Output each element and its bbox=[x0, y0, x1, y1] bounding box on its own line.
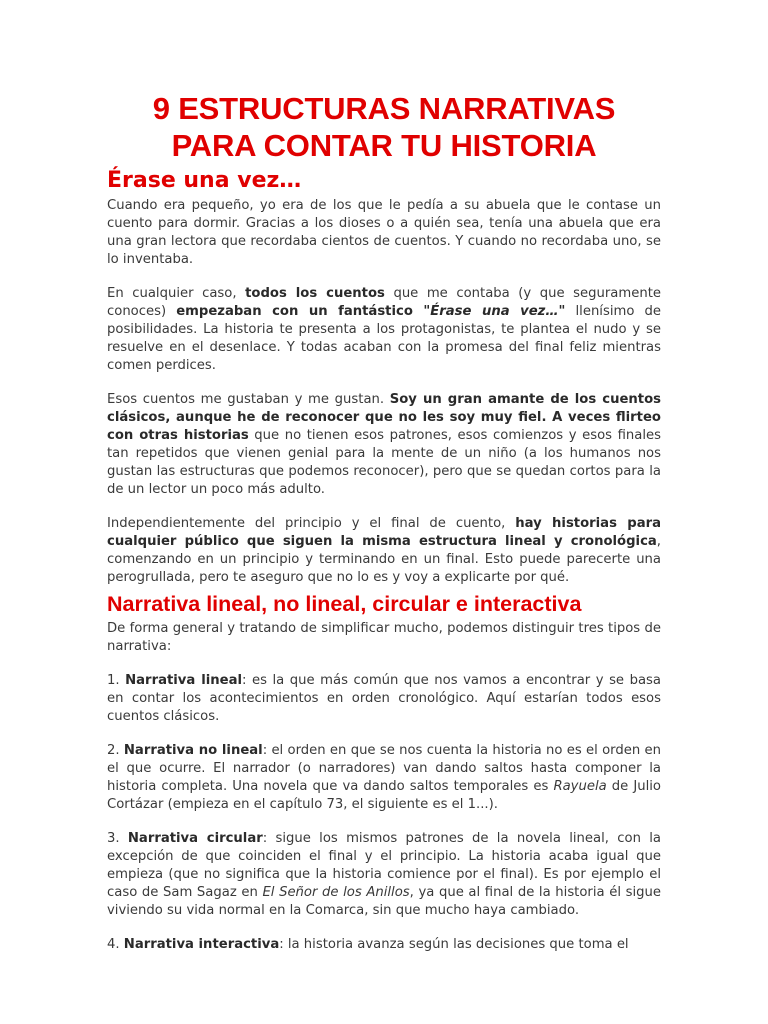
text-run: , comenzando en un principio y terminando en un final. Esto puede parecerte una perogrullada, pero te aseguro que no lo es y voy a explicarte por qué. bbox=[107, 534, 661, 585]
paragraph-intro bbox=[107, 620, 661, 656]
page-title: 9 ESTRUCTURAS NARRATIVAS PARA CONTAR TU HISTORIA bbox=[152, 91, 616, 163]
list-item bbox=[107, 672, 661, 726]
item-text: : sigue los mismos patrones de la novela lineal, con la excepción de que coinciden el final y el principio. La historia acaba igual que empieza (que no significa que la historia comience por el final). Es por ejemplo el caso de Sam Sagaz en bbox=[107, 831, 661, 900]
item-text: de Julio Cortázar (empieza en el capítulo 73, el siguiente es el 1...). bbox=[107, 779, 661, 812]
book-title: Rayuela bbox=[553, 779, 607, 794]
item-term: Narrativa circular bbox=[127, 831, 263, 846]
bold-run-part: " bbox=[558, 304, 566, 319]
item-number: 1. bbox=[107, 673, 126, 688]
paragraph-intro-text: De forma general y tratando de simplificar mucho, podemos distinguir tres tipos de narrativa: bbox=[107, 621, 661, 654]
item-text: : el orden en que se nos cuenta la historia no es el orden en el que ocurre. El narrador (o narradores) van dando saltos hasta componer la historia completa. Una novela que va dando saltos temporales es bbox=[107, 743, 661, 794]
document-page bbox=[107, 90, 661, 970]
text-run: que no tienen esos patrones, esos comienzos y esos finales tan repetidos que vienen genial para la mente de un niño (a los humanos nos gustan las estructuras que podemos reconocer), pero que se quedan cortos para la de un lector un poco más adulto. bbox=[107, 428, 662, 497]
item-term: Narrativa no lineal bbox=[123, 743, 263, 758]
italic-run: Érase una vez… bbox=[430, 304, 559, 319]
paragraph-1-text: Cuando era pequeño, yo era de los que le pedía a su abuela que le contase un cuento para dormir. Gracias a los dioses o a quién sea, tenía una abuela que era una gran lectora que recordaba cientos de cuentos. Y cuando no recordaba uno, se lo inventaba. bbox=[107, 198, 661, 267]
paragraph-4 bbox=[107, 515, 661, 587]
item-number: 4. bbox=[107, 937, 124, 952]
list-item bbox=[107, 936, 661, 954]
text-run: Esos cuentos me gustaban y me gustan. bbox=[107, 392, 390, 407]
section-heading-narrativa: Narrativa lineal, no lineal, circular e interactiva bbox=[107, 592, 582, 616]
item-number: 2. bbox=[107, 743, 124, 758]
item-term: Narrativa lineal bbox=[125, 673, 243, 688]
bold-run-part: empezaban con un fantástico " bbox=[176, 304, 431, 319]
item-text: : la historia avanza según las decisiones que toma el bbox=[279, 937, 629, 952]
bold-run: hay historias para cualquier público que siguen la misma estructura lineal y cronológica bbox=[107, 516, 661, 549]
text-run: llenísimo de posibilidades. La historia te presenta a los protagonistas, te plantea el nudo y se resuelve en el desenlace. Y todas acaban con la promesa del final feliz mientras comen perdices. bbox=[107, 304, 661, 373]
item-term: Narrativa interactiva bbox=[123, 937, 280, 952]
section-heading-erase: Érase una vez… bbox=[107, 168, 302, 193]
paragraph-1 bbox=[107, 197, 661, 269]
text-run: que me contaba (y que seguramente conoces) bbox=[107, 286, 661, 319]
paragraph-3 bbox=[107, 391, 661, 499]
item-text: , ya que al final de la historia él sigue viviendo su vida normal en la Comarca, sin que mucho haya cambiado. bbox=[107, 885, 661, 918]
bold-run: Soy un gran amante de los cuentos clásicos, aunque he de reconocer que no les soy muy fiel. A veces flirteo con otras historias bbox=[107, 392, 662, 443]
list-item bbox=[107, 742, 661, 814]
bold-run: todos los cuentos bbox=[245, 286, 385, 301]
paragraph-2 bbox=[107, 285, 661, 375]
item-number: 3. bbox=[107, 831, 128, 846]
item-text: : es la que más común que nos vamos a encontrar y se basa en contar los acontecimientos en orden cronológico. Aquí estarían todos esos cuentos clásicos. bbox=[107, 673, 661, 724]
text-run: Independientemente del principio y el final de cuento, bbox=[107, 516, 516, 531]
list-item bbox=[107, 830, 661, 920]
bold-run bbox=[176, 304, 565, 319]
text-run: En cualquier caso, bbox=[107, 286, 246, 301]
book-title: El Señor de los Anillos bbox=[262, 885, 410, 900]
